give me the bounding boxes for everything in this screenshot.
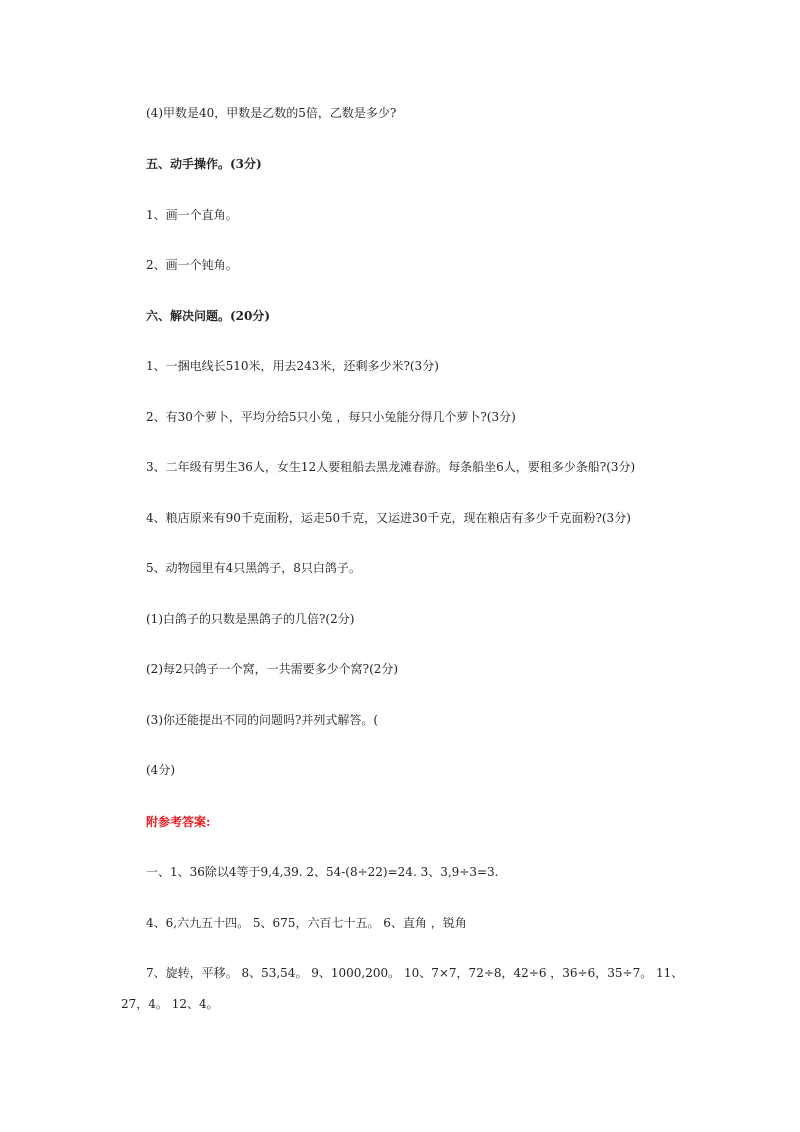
section-6-item-5-3-points: (4分) xyxy=(146,763,175,777)
section-6-title: 六、解决问题。(20分) xyxy=(146,309,271,323)
section-5-item-1: 1、画一个直角。 xyxy=(146,208,238,222)
section-6-item-5-3: (3)你还能提出不同的问题吗?并列式解答。( xyxy=(146,713,379,727)
section-6-item-3: 3、二年级有男生36人，女生12人要租船去黑龙滩春游。每条船坐6人，要租多少条船?(3分) xyxy=(146,460,636,474)
section-6-item-4: 4、粮店原来有90千克面粉，运走50千克，又运进30千克，现在粮店有多少千克面粉?(3分) xyxy=(146,511,631,525)
section-5-title: 五、动手操作。(3分) xyxy=(146,157,262,171)
answers-line-3: 7、旋转，平移。 8、53,54。 9、1000,200。 10、7×7，72÷8，42÷6 ，36÷6，35÷7。 11、 xyxy=(146,966,684,980)
answers-line-1: 一、1、36除以4等于9,4,39. 2、54-(8÷22)=24. 3、3,9÷3=3. xyxy=(146,865,499,879)
section-6-item-5: 5、动物园里有4只黑鸽子，8只白鸽子。 xyxy=(146,561,361,575)
section-5-item-2: 2、画一个钝角。 xyxy=(146,258,238,272)
section-6-item-5-1: (1)白鸽子的只数是黑鸽子的几倍?(2分) xyxy=(146,612,355,626)
section-6-item-1: 1、一捆电线长510米，用去243米，还剩多少米?(3分) xyxy=(146,359,439,373)
answers-line-4: 27，4。 12、4。 xyxy=(121,997,219,1011)
answers-line-2: 4、6,六九五十四。 5、675，六百七十五。 6、直角 ，锐角 xyxy=(146,916,467,930)
answers-title: 附参考答案: xyxy=(146,815,211,829)
section-6-item-5-2: (2)每2只鸽子一个窝，一共需要多少个窝?(2分) xyxy=(146,662,399,676)
question-4-4: (4)甲数是40，甲数是乙数的5倍，乙数是多少? xyxy=(146,106,397,120)
section-6-item-2: 2、有30个萝卜，平均分给5只小兔 ，每只小兔能分得几个萝卜?(3分) xyxy=(146,410,516,424)
